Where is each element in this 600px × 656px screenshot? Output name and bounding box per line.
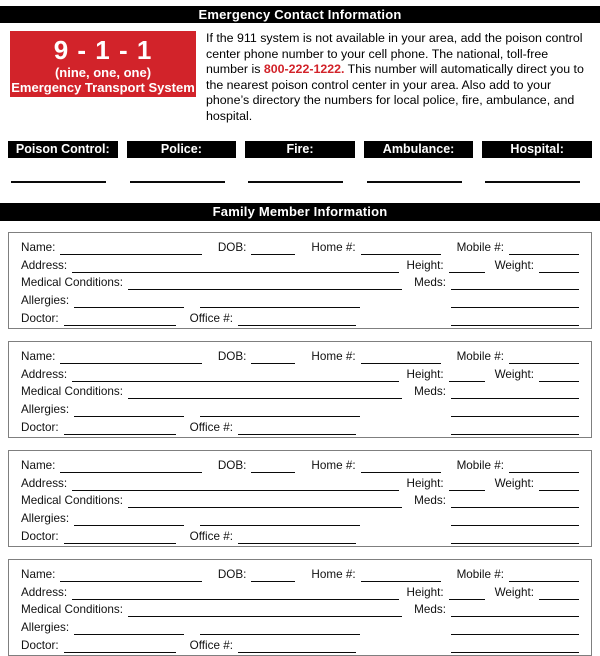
poison-control-phone-number: 800-222-1222. — [263, 62, 345, 77]
card-row-address — [21, 364, 579, 382]
doctor-label: Doctor: — [21, 311, 59, 325]
doctor-label: Doctor: — [21, 638, 59, 652]
weight-label: Weight: — [494, 585, 534, 599]
meds-label: Meds: — [414, 603, 446, 617]
card-row-medical — [21, 491, 579, 509]
police-blank-line — [130, 181, 225, 183]
address-label: Address: — [21, 476, 68, 490]
family-member-card — [8, 450, 592, 547]
fire-blank-line — [248, 181, 343, 183]
home-phone-blank-line — [361, 351, 441, 364]
weight-blank-line — [539, 369, 579, 382]
instructions-text-before: If the 911 system is not available in your area, add the poison control center phone number to your cell phone. The national, toll-free number is — [206, 31, 583, 77]
meds-continued-blank-line-2 — [451, 313, 579, 326]
911-red-box — [10, 31, 196, 97]
address-label: Address: — [21, 258, 68, 272]
address-blank-line — [72, 587, 398, 600]
home-phone-label: Home #: — [311, 568, 356, 582]
dob-blank-line — [251, 242, 295, 255]
card-row-address — [21, 473, 579, 491]
meds-continued-blank-line-2 — [451, 640, 579, 653]
emergency-contacts-blanks — [8, 181, 592, 183]
dob-label: DOB: — [217, 350, 247, 364]
home-phone-blank-line — [361, 460, 441, 473]
dob-blank-line — [251, 569, 295, 582]
family-section-title: Family Member Information — [0, 203, 600, 221]
contact-blank-cell — [127, 181, 237, 183]
family-member-card — [8, 559, 592, 656]
name-label: Name: — [21, 568, 56, 582]
allergies-label: Allergies: — [21, 293, 70, 307]
meds-continued-blank-line — [451, 622, 579, 635]
office-phone-label: Office #: — [189, 420, 233, 434]
card-row-doctor — [21, 526, 579, 544]
dob-label: DOB: — [217, 568, 247, 582]
hospital-blank-line — [485, 181, 580, 183]
family-member-card — [8, 232, 592, 329]
contact-label-police: Police: — [127, 141, 237, 158]
weight-blank-line — [539, 478, 579, 491]
meds-continued-blank-line-2 — [451, 422, 579, 435]
card-row-medical — [21, 382, 579, 400]
address-label: Address: — [21, 585, 68, 599]
height-label: Height: — [406, 367, 444, 381]
contact-blank-cell — [245, 181, 355, 183]
weight-label: Weight: — [494, 476, 534, 490]
address-blank-line — [72, 478, 398, 491]
home-phone-label: Home #: — [311, 459, 356, 473]
contact-label-fire: Fire: — [245, 141, 355, 158]
address-blank-line — [72, 260, 398, 273]
weight-blank-line — [539, 587, 579, 600]
allergies-blank-line — [74, 513, 184, 526]
allergies-blank-line — [74, 622, 184, 635]
office-phone-blank-line — [238, 422, 356, 435]
home-phone-label: Home #: — [311, 241, 356, 255]
mobile-phone-label: Mobile #: — [456, 241, 504, 255]
mobile-phone-blank-line — [509, 460, 579, 473]
card-row-allergies — [21, 290, 579, 308]
card-row-address — [21, 582, 579, 600]
doctor-label: Doctor: — [21, 420, 59, 434]
emergency-contacts-row — [8, 141, 592, 158]
height-label: Height: — [406, 585, 444, 599]
card-row-allergies — [21, 399, 579, 417]
doctor-blank-line — [64, 422, 176, 435]
mobile-phone-blank-line — [509, 351, 579, 364]
911-caption: Emergency Transport System — [11, 80, 195, 95]
name-blank-line — [60, 242, 201, 255]
contact-label-hospital: Hospital: — [482, 141, 592, 158]
card-row-medical — [21, 273, 579, 291]
card-row-name — [21, 565, 579, 583]
name-blank-line — [60, 351, 201, 364]
dob-label: DOB: — [217, 459, 247, 473]
allergies-blank-line — [74, 404, 184, 417]
meds-label: Meds: — [414, 494, 446, 508]
mobile-phone-label: Mobile #: — [456, 459, 504, 473]
meds-blank-line — [451, 277, 579, 290]
card-row-doctor — [21, 417, 579, 435]
contact-label-poison-control: Poison Control: — [8, 141, 118, 158]
allergies-label: Allergies: — [21, 620, 70, 634]
weight-label: Weight: — [494, 258, 534, 272]
card-row-name — [21, 456, 579, 474]
height-blank-line — [449, 369, 485, 382]
office-phone-label: Office #: — [189, 638, 233, 652]
address-label: Address: — [21, 367, 68, 381]
meds-continued-blank-line — [451, 404, 579, 417]
doctor-blank-line — [64, 531, 176, 544]
meds-continued-blank-line — [451, 513, 579, 526]
height-blank-line — [449, 478, 485, 491]
card-row-name — [21, 347, 579, 365]
meds-blank-line — [451, 386, 579, 399]
meds-blank-line — [451, 495, 579, 508]
contact-blank-cell — [364, 181, 474, 183]
office-phone-blank-line — [238, 640, 356, 653]
height-blank-line — [449, 260, 485, 273]
mobile-phone-label: Mobile #: — [456, 568, 504, 582]
meds-label: Meds: — [414, 385, 446, 399]
meds-blank-line — [451, 604, 579, 617]
allergies-blank-line — [74, 295, 184, 308]
medical-conditions-label: Medical Conditions: — [21, 494, 123, 508]
medical-conditions-label: Medical Conditions: — [21, 603, 123, 617]
office-phone-label: Office #: — [189, 529, 233, 543]
card-row-name — [21, 238, 579, 256]
poison-control-blank-line — [11, 181, 106, 183]
name-label: Name: — [21, 459, 56, 473]
card-row-medical — [21, 600, 579, 618]
home-phone-label: Home #: — [311, 350, 356, 364]
height-label: Height: — [406, 258, 444, 272]
meds-continued-blank-line-2 — [451, 531, 579, 544]
doctor-blank-line — [64, 640, 176, 653]
meds-label: Meds: — [414, 276, 446, 290]
home-phone-blank-line — [361, 569, 441, 582]
allergies-continued-blank-line — [200, 404, 360, 417]
address-blank-line — [72, 369, 398, 382]
instructions-text-after: This number will automatically direct you to the nearest poison control center in your area. Also add to your phone’s directory the numbers for local police, fire, ambulance, and hospital. — [206, 62, 584, 123]
poison-control-instructions — [206, 31, 592, 125]
medical-conditions-blank-line — [128, 495, 402, 508]
mobile-phone-blank-line — [509, 569, 579, 582]
card-row-doctor — [21, 308, 579, 326]
family-cards — [0, 232, 600, 656]
medical-conditions-blank-line — [128, 386, 402, 399]
meds-continued-blank-line — [451, 295, 579, 308]
ambulance-blank-line — [367, 181, 462, 183]
name-blank-line — [60, 569, 201, 582]
height-label: Height: — [406, 476, 444, 490]
card-row-allergies — [21, 508, 579, 526]
allergies-continued-blank-line — [200, 513, 360, 526]
allergies-continued-blank-line — [200, 295, 360, 308]
home-phone-blank-line — [361, 242, 441, 255]
contact-blank-cell — [482, 181, 592, 183]
allergies-label: Allergies: — [21, 511, 70, 525]
name-label: Name: — [21, 350, 56, 364]
dob-label: DOB: — [217, 241, 247, 255]
mobile-phone-blank-line — [509, 242, 579, 255]
weight-blank-line — [539, 260, 579, 273]
dob-blank-line — [251, 460, 295, 473]
weight-label: Weight: — [494, 367, 534, 381]
emergency-911-section — [10, 31, 592, 125]
name-blank-line — [60, 460, 201, 473]
family-member-card — [8, 341, 592, 438]
contact-label-ambulance: Ambulance: — [364, 141, 474, 158]
medical-conditions-blank-line — [128, 604, 402, 617]
911-number: 9 - 1 - 1 — [53, 35, 153, 65]
name-label: Name: — [21, 241, 56, 255]
medical-conditions-blank-line — [128, 277, 402, 290]
office-phone-blank-line — [238, 313, 356, 326]
doctor-blank-line — [64, 313, 176, 326]
medical-conditions-label: Medical Conditions: — [21, 276, 123, 290]
card-row-allergies — [21, 617, 579, 635]
allergies-label: Allergies: — [21, 402, 70, 416]
dob-blank-line — [251, 351, 295, 364]
office-phone-label: Office #: — [189, 311, 233, 325]
contact-blank-cell — [8, 181, 118, 183]
allergies-continued-blank-line — [200, 622, 360, 635]
medical-conditions-label: Medical Conditions: — [21, 385, 123, 399]
height-blank-line — [449, 587, 485, 600]
page-title: Emergency Contact Information — [0, 6, 600, 23]
doctor-label: Doctor: — [21, 529, 59, 543]
card-row-doctor — [21, 635, 579, 653]
911-number-words: (nine, one, one) — [54, 65, 152, 80]
card-row-address — [21, 255, 579, 273]
office-phone-blank-line — [238, 531, 356, 544]
mobile-phone-label: Mobile #: — [456, 350, 504, 364]
